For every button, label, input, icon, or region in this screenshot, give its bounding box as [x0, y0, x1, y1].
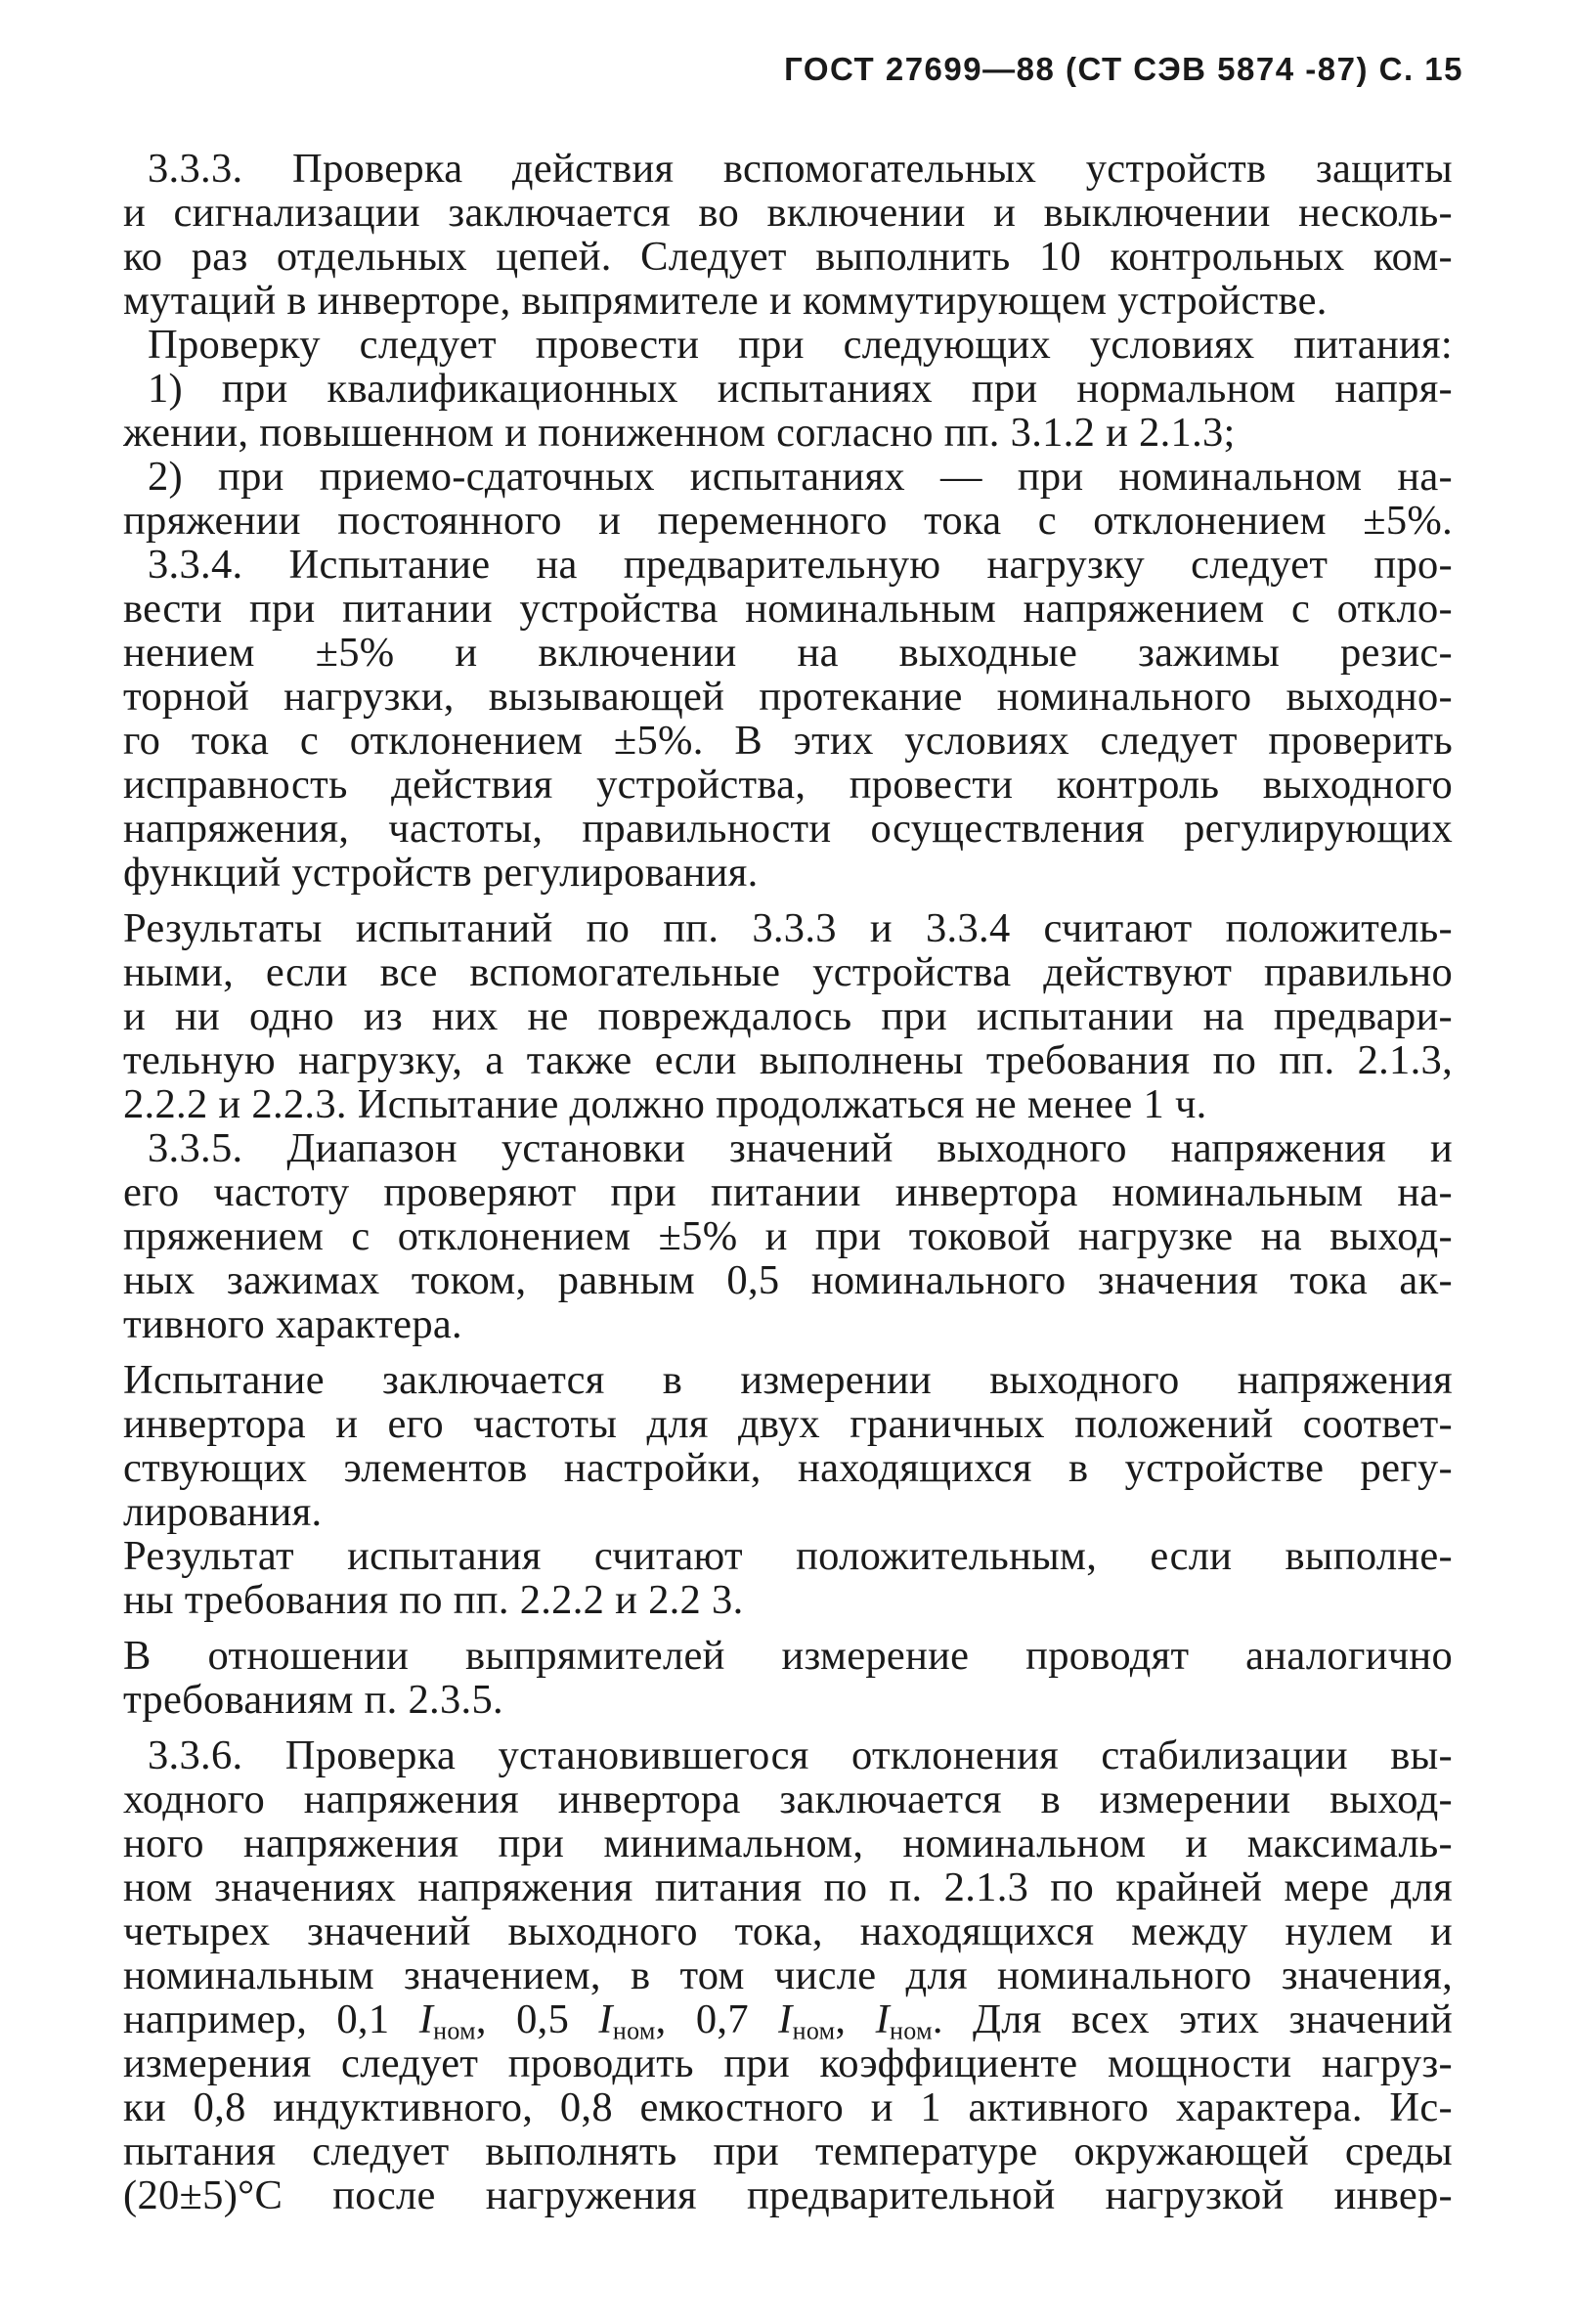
text-line: 1) при квалификационных испытаниях при нормальном напря- [148, 367, 1453, 411]
text-line: 3.3.4. Испытание на предварительную нагрузку следует про- [148, 543, 1453, 587]
text-line: требованиям п. 2.3.5. [123, 1678, 503, 1722]
text-line: ных зажимах током, равным 0,5 номинального значения тока ак- [123, 1258, 1453, 1302]
page-header: ГОСТ 27699—88 (СТ СЭВ 5874 -87) С. 15 [784, 51, 1463, 87]
current-symbol: I [778, 1997, 793, 2041]
text-line: ного напряжения при минимальном, номинальном и максималь- [123, 1821, 1453, 1865]
current-subscript: ном [890, 2016, 933, 2041]
text-line: четырех значений выходного тока, находящихся между нулем и [123, 1909, 1453, 1953]
text-line: лирования. [123, 1490, 323, 1534]
text-line: измерения следует проводить при коэффициенте мощности нагруз- [123, 2041, 1453, 2085]
text-line: тельную нагрузку, а также если выполнены требования по пп. 2.1.3, [123, 1038, 1453, 1082]
current-subscript: ном [792, 2016, 836, 2041]
text-line: напряжения, частоты, правильности осуществления регулирующих [123, 807, 1453, 851]
text-line: Испытание заключается в измерении выходного напряжения [123, 1358, 1453, 1402]
text-line: 3.3.5. Диапазон установки значений выходного напряжения и [148, 1126, 1453, 1170]
text-line: 2) при приемо-сдаточных испытаниях — при номинальном на- [148, 455, 1453, 499]
text-line: нением ±5% и включении на выходные зажимы резис- [123, 631, 1453, 675]
text-line: и сигнализации заключается во включении и выключении несколь- [123, 191, 1453, 235]
text-line: мутаций в инверторе, выпрямителе и коммутирующем устройстве. [123, 279, 1328, 323]
text-line: ходного напряжения инвертора заключается в измерении выход- [123, 1777, 1453, 1821]
text-line: ными, если все вспомогательные устройства действуют правильно [123, 950, 1453, 994]
text-line: жении, повышенном и пониженном согласно пп. 3.1.2 и 2.1.3; [123, 411, 1236, 455]
text-line: го тока с отклонением ±5%. В этих условиях следует проверить [123, 719, 1453, 763]
text-line: пряжении постоянного и переменного тока с отклонением ±5%. [123, 499, 1453, 543]
current-symbol: I [598, 1997, 613, 2041]
text-line: 2.2.2 и 2.2.3. Испытание должно продолжаться не менее 1 ч. [123, 1082, 1207, 1126]
formula-suffix: . Для всех этих значений [932, 1997, 1453, 2041]
text-line: функций устройств регулирования. [123, 851, 759, 895]
text-line: Проверку следует провести при следующих условиях питания: [148, 323, 1453, 367]
formula-line [123, 1997, 1453, 2041]
formula-separator: , [835, 1997, 876, 2041]
text-line: 3.3.6. Проверка установившегося отклонения стабилизации вы- [148, 1733, 1453, 1777]
text-line: торной нагрузки, вызывающей протекание номинального выходно- [123, 675, 1453, 719]
text-line: пряжением с отклонением ±5% и при токовой нагрузке на выход- [123, 1214, 1453, 1258]
text-line: его частоту проверяют при питании инвертора номинальным на- [123, 1170, 1453, 1214]
text-line: и ни одно из них не повреждалось при испытании на предвари- [123, 994, 1453, 1038]
formula-prefix: например, 0,1 [123, 1997, 419, 2041]
current-subscript: ном [433, 2016, 476, 2041]
text-line: Результаты испытаний по пп. 3.3.3 и 3.3.4 считают положитель- [123, 906, 1453, 950]
current-symbol: I [418, 1997, 434, 2041]
text-line: тивного характера. [123, 1302, 462, 1346]
text-line: ки 0,8 индуктивного, 0,8 емкостного и 1 активного характера. Ис- [123, 2085, 1453, 2129]
formula-separator: , 0,7 [655, 1997, 779, 2041]
formula-separator: , 0,5 [475, 1997, 599, 2041]
text-line: ном значениях напряжения питания по п. 2.1.3 по крайней мере для [123, 1865, 1453, 1909]
text-line: ко раз отдельных цепей. Следует выполнить 10 контрольных ком- [123, 235, 1453, 279]
text-line: ствующих элементов настройки, находящихся в устройстве регу- [123, 1446, 1453, 1490]
text-line: пытания следует выполнять при температуре окружающей среды [123, 2129, 1453, 2173]
current-subscript: ном [612, 2016, 656, 2041]
text-line: номинальным значением, в том числе для номинального значения, [123, 1953, 1453, 1997]
text-line: 3.3.3. Проверка действия вспомогательных устройств защиты [148, 147, 1453, 191]
text-line: исправность действия устройства, провести контроль выходного [123, 763, 1453, 807]
text-line: инвертора и его частоты для двух граничных положений соответ- [123, 1402, 1453, 1446]
text-line: ны требования по пп. 2.2.2 и 2.2 3. [123, 1578, 744, 1622]
current-symbol: I [875, 1997, 891, 2041]
text-line: (20±5)°C после нагружения предварительной нагрузкой инвер- [123, 2173, 1453, 2217]
body-text [123, 147, 1453, 2217]
text-line: вести при питании устройства номинальным напряжением с откло- [123, 587, 1453, 631]
text-line: В отношении выпрямителей измерение проводят аналогично [123, 1634, 1453, 1678]
text-line: Результат испытания считают положительным, если выполне- [123, 1534, 1453, 1578]
